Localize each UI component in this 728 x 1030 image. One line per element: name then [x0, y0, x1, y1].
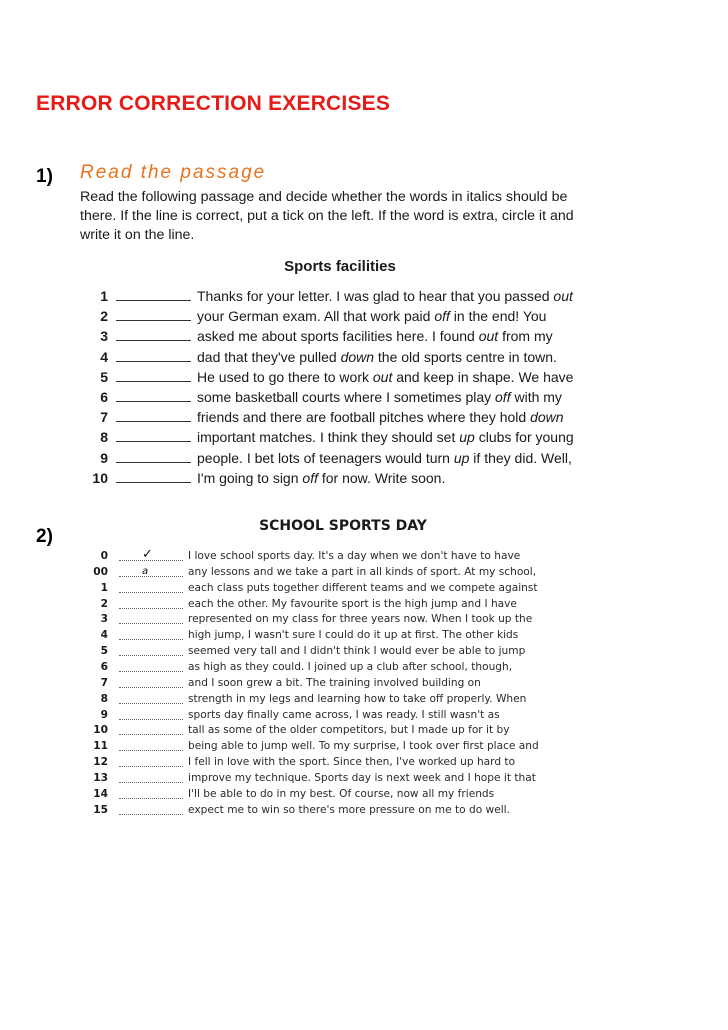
exercise-1-line: [86, 348, 626, 368]
answer-blank[interactable]: [119, 592, 183, 593]
exercise-1-lines: [86, 287, 626, 489]
line-number: 9: [100, 708, 108, 721]
exercise-2-line: [80, 628, 550, 644]
line-number: 15: [93, 803, 108, 816]
answer-blank[interactable]: [116, 401, 191, 402]
line-number: 1: [100, 288, 108, 304]
line-text: expect me to win so there's more pressure on me to do well.: [188, 803, 510, 816]
line-text: seemed very tall and I didn't think I would ever be able to jump: [188, 645, 526, 658]
example-answer-mark: ✓: [142, 547, 153, 562]
line-number: 5: [100, 368, 108, 385]
line-text: asked me about sports facilities here. I found out from my: [197, 328, 553, 345]
answer-blank[interactable]: [119, 703, 183, 704]
exercise-2-line: [80, 597, 550, 613]
line-text: each the other. My favourite sport is the high jump and I have: [188, 597, 517, 610]
exercise-1-instructions: Read the following passage and decide whether the words in italics should be there. If the line is correct, put a tick on the left. If the word is extra, circle it and write it on the line.: [80, 189, 574, 243]
exercise-2-line: [80, 612, 550, 628]
exercise-1-line: [86, 287, 626, 307]
line-text: improve my technique. Sports day is next week and I hope it that: [188, 772, 536, 785]
answer-blank[interactable]: [116, 462, 191, 463]
exercise-1-line: [86, 368, 626, 388]
exercise-2-line: [80, 581, 550, 597]
answer-blank[interactable]: [116, 361, 191, 362]
exercise-1-line: [86, 388, 626, 408]
exercise-2-line: [80, 660, 550, 676]
exercise-2-line: [80, 676, 550, 692]
line-text: and I soon grew a bit. The training involved building on: [188, 676, 481, 689]
exercise-1-line: [86, 307, 626, 327]
answer-blank[interactable]: [119, 576, 183, 577]
exercise-2-line: [80, 771, 550, 787]
answer-blank[interactable]: [119, 750, 183, 751]
line-text: your German exam. All that work paid off in the end! You: [197, 308, 547, 325]
exercise-2-line: [80, 549, 550, 565]
answer-blank[interactable]: [119, 671, 183, 672]
exercise-1-line: [86, 408, 626, 428]
answer-blank[interactable]: [119, 798, 183, 799]
school-sports-day-title: SCHOOL SPORTS DAY: [259, 518, 427, 534]
line-number: 13: [93, 772, 108, 785]
answer-blank[interactable]: [119, 687, 183, 688]
answer-blank[interactable]: [116, 482, 191, 483]
line-text: tall as some of the older competitors, but I made up for it by: [188, 724, 510, 737]
line-number: 7: [100, 676, 108, 689]
line-number: 8: [100, 429, 108, 446]
exercise-1-line: [86, 327, 626, 347]
line-number: 4: [100, 629, 108, 642]
line-number: 0: [100, 550, 108, 562]
line-text: Thanks for your letter. I was glad to hear that you passed out: [197, 288, 573, 304]
exercise-2-line: [80, 644, 550, 660]
answer-blank[interactable]: [119, 766, 183, 767]
line-number: 3: [100, 328, 108, 345]
line-number: 00: [93, 565, 108, 578]
answer-blank[interactable]: [119, 814, 183, 815]
line-number: 3: [100, 613, 108, 626]
exercise-1-heading: Read the passage: [80, 162, 267, 183]
line-text: friends and there are football pitches where they hold down: [197, 409, 564, 426]
answer-blank[interactable]: [116, 421, 191, 422]
example-answer-mark: a: [142, 565, 149, 577]
line-number: 12: [93, 756, 108, 769]
page-title: ERROR CORRECTION EXERCISES: [36, 92, 391, 115]
line-text: people. I bet lots of teenagers would turn up if they did. Well,: [197, 449, 572, 466]
answer-blank[interactable]: [116, 300, 191, 301]
exercise-1-line: [86, 469, 626, 489]
exercise-2-lines: [80, 549, 550, 819]
line-number: 2: [100, 308, 108, 325]
line-text: He used to go there to work out and keep in shape. We have: [197, 368, 574, 385]
line-text: any lessons and we take a part in all kinds of sport. At my school,: [188, 565, 537, 578]
answer-blank[interactable]: [119, 719, 183, 720]
answer-blank[interactable]: [119, 608, 183, 609]
line-number: 14: [93, 787, 108, 800]
line-number: 6: [100, 661, 108, 674]
exercise-2-number: 2): [36, 526, 53, 547]
exercise-2-line: [80, 565, 550, 581]
line-text: I'll be able to do in my best. Of course, now all my friends: [188, 787, 495, 800]
answer-blank[interactable]: [119, 623, 183, 624]
answer-blank[interactable]: [119, 655, 183, 656]
answer-blank[interactable]: [119, 734, 183, 735]
line-number: 10: [93, 724, 108, 737]
line-number: 2: [100, 597, 108, 610]
line-number: 6: [100, 388, 108, 405]
line-number: 1: [100, 581, 108, 594]
sports-facilities-title: Sports facilities: [284, 258, 396, 275]
answer-blank[interactable]: [116, 381, 191, 382]
line-text: strength in my legs and learning how to take off properly. When: [188, 692, 527, 705]
line-text: I'm going to sign off for now. Write soon.: [197, 469, 446, 486]
exercise-1-line: [86, 449, 626, 469]
answer-blank[interactable]: [119, 782, 183, 783]
line-text: as high as they could. I joined up a club after school, though,: [188, 661, 513, 674]
exercise-1-number: 1): [36, 166, 53, 187]
line-text: I love school sports day. It's a day when we don't have to have: [188, 550, 521, 562]
line-number: 7: [100, 409, 108, 426]
line-text: I fell in love with the sport. Since then, I've worked up hard to: [188, 756, 516, 769]
line-text: each class puts together different teams and we compete against: [188, 581, 538, 594]
exercise-1-line: [86, 428, 626, 448]
exercise-2-line: [80, 723, 550, 739]
line-text: high jump, I wasn't sure I could do it up at first. The other kids: [188, 629, 519, 642]
answer-blank[interactable]: [116, 340, 191, 341]
exercise-2-line: [80, 692, 550, 708]
exercise-2-line: [80, 708, 550, 724]
line-number: 4: [100, 348, 108, 365]
exercise-2-line: [80, 739, 550, 755]
answer-blank[interactable]: [116, 441, 191, 442]
exercise-2-line: [80, 787, 550, 803]
line-number: 10: [92, 469, 108, 486]
answer-blank[interactable]: [116, 320, 191, 321]
line-text: sports day finally came across, I was ready. I still wasn't as: [188, 708, 500, 721]
line-text: dad that they've pulled down the old sports centre in town.: [197, 348, 557, 365]
line-number: 5: [100, 645, 108, 658]
line-text: some basketball courts where I sometimes play off with my: [197, 388, 562, 405]
exercise-2-line: [80, 803, 550, 819]
line-number: 11: [93, 740, 108, 753]
answer-blank[interactable]: [119, 639, 183, 640]
exercise-2-line: [80, 755, 550, 771]
line-text: being able to jump well. To my surprise, I took over first place and: [188, 740, 539, 753]
line-number: 9: [100, 449, 108, 466]
line-number: 8: [100, 692, 108, 705]
line-text: represented on my class for three years now. When I took up the: [188, 613, 533, 626]
line-text: important matches. I think they should set up clubs for young: [197, 429, 574, 446]
